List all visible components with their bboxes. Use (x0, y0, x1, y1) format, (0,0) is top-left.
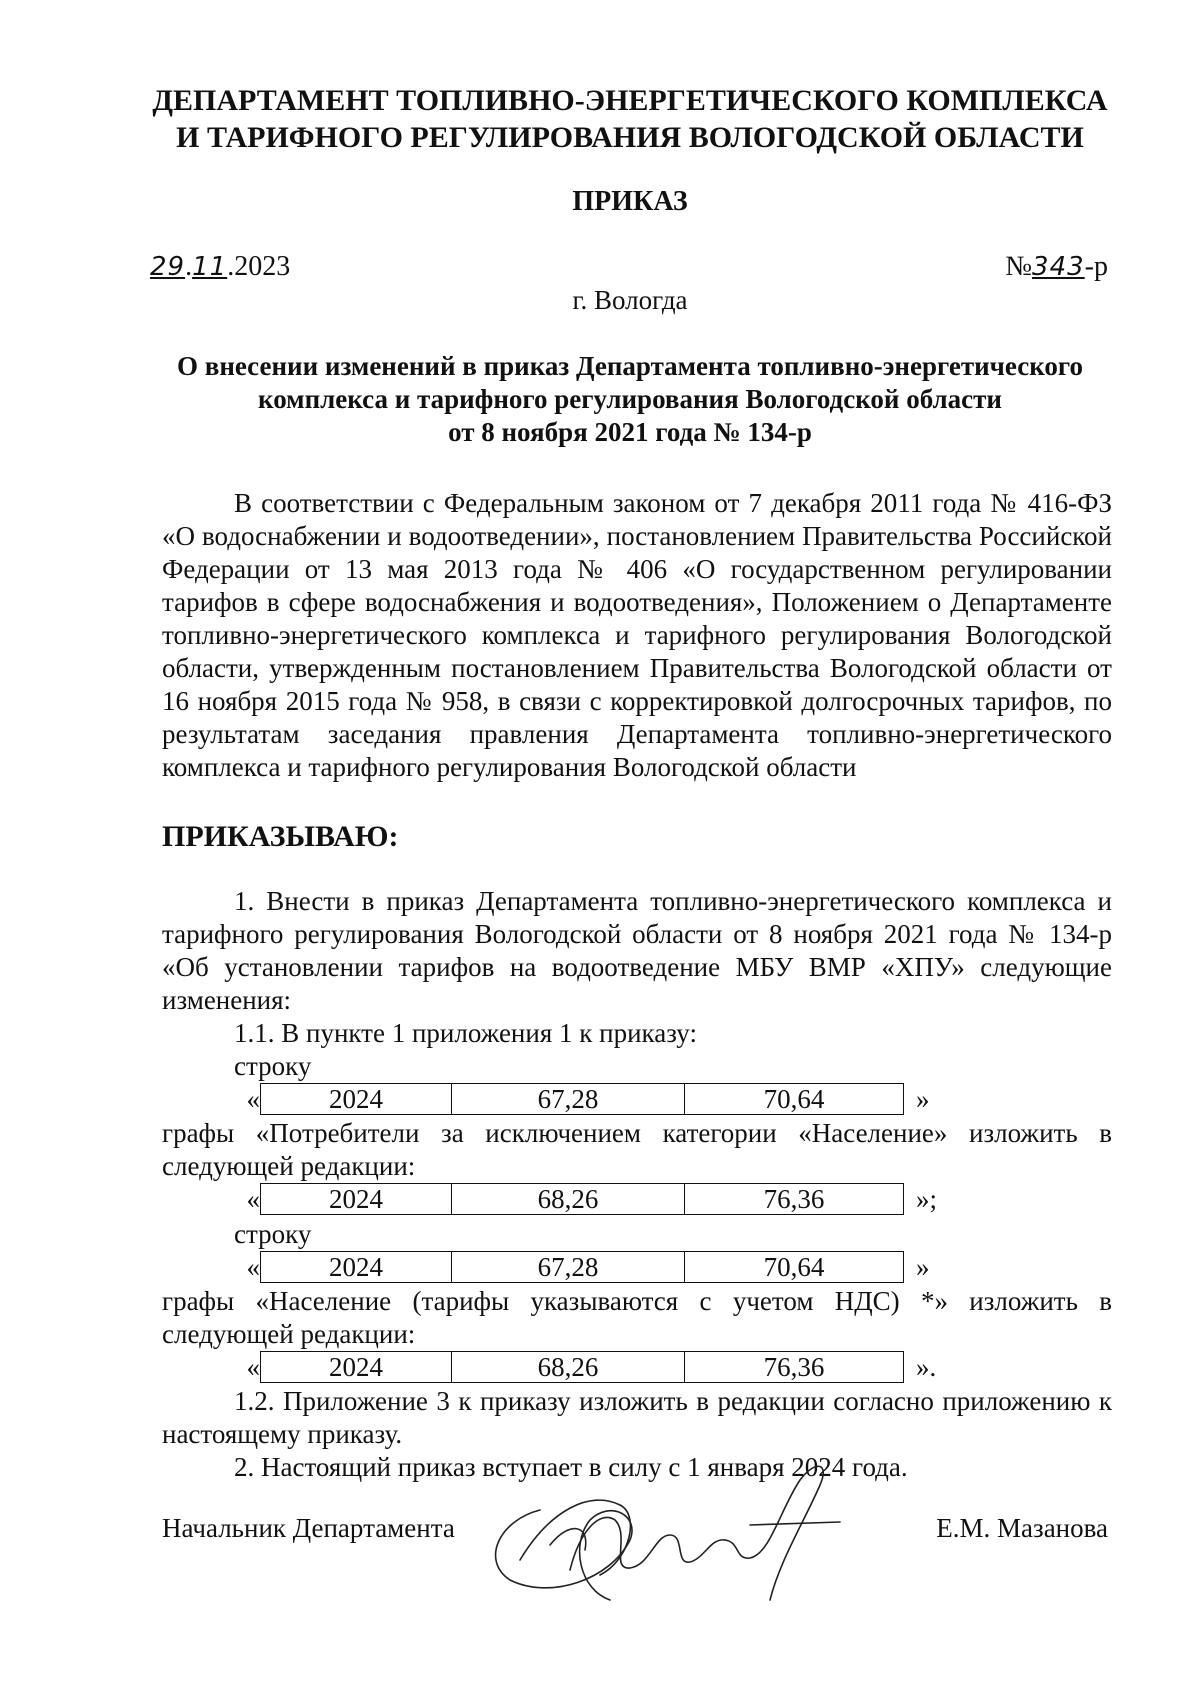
table-row (246, 1351, 936, 1383)
document-type: ПРИКАЗ (572, 186, 688, 217)
order-subject (150, 350, 1110, 449)
graph-1-text: графы «Потребители за исключением категории «Население» изложить в следующей редакции: (162, 1118, 1112, 1181)
row-label-1: строку (234, 1051, 312, 1081)
close-quote: » (916, 1083, 930, 1114)
item-1: 1. Внести в приказ Департамента топливно-энергетического комплекса и тарифного регулирования Вологодской области от 8 ноября 2021 года № 134-р «Об установлении тарифов на водоотведение МБУ ВМР «ХПУ» следующие изменения: (162, 886, 1112, 1015)
date-separator: . (185, 251, 193, 282)
open-quote: « (246, 1083, 260, 1114)
signature-scribble-icon (480, 1450, 880, 1610)
cell-year: 2024 (261, 1084, 452, 1114)
subject-line-1: О внесении изменений в приказ Департамента топливно-энергетического (176, 351, 1083, 381)
cell-value-2: 70,64 (763, 1084, 825, 1114)
open-quote: « (246, 1183, 260, 1214)
close-quote: »; (916, 1183, 938, 1214)
number-suffix: -р (1084, 251, 1108, 282)
cell-year: 2024 (261, 1184, 452, 1214)
cell-value-2: 76,36 (763, 1352, 825, 1382)
order-number (1005, 250, 1108, 284)
order-date (150, 250, 290, 284)
cell-value-1: 68,26 (452, 1184, 685, 1214)
subject-line-2: комплекса и тарифного регулирования Вологодской области (258, 384, 1002, 414)
org-line-2: И ТАРИФНОГО РЕГУЛИРОВАНИЯ ВОЛОГОДСКОЙ ОБЛАСТИ (176, 121, 1084, 154)
close-quote: » (916, 1251, 930, 1282)
tariff-cells (260, 1183, 904, 1215)
cell-value-1: 68,26 (452, 1352, 685, 1382)
row-label-2: строку (234, 1219, 312, 1249)
item-1-2: 1.2. Приложение 3 к приказу изложить в редакции согласно приложению к настоящему приказу. (162, 1386, 1112, 1449)
open-quote: « (246, 1251, 260, 1282)
cell-value-1: 67,28 (452, 1084, 685, 1114)
preamble: В соответствии с Федеральным законом от 7 декабря 2011 года № 416-ФЗ «О водоснабжении и водоотведении», постановлением Правительства Российской Федерации от 13 мая 2013 года № 406 «О государственном регулировании тарифов в сфере водоснабжения и водоотведения», Положением о Департаменте топливно-энергетического комплекса и тарифного регулирования Вологодской области, утвержденным постановлением Правительства Вологодской области от 16 ноября 2015 года № 958, в связи с корректировкой долгосрочных тарифов, по результатам заседания правления Департамента топливно-энергетического комплекса и тарифного регулирования Вологодской области (162, 488, 1112, 782)
table-row (246, 1083, 930, 1115)
item-1-1: 1.1. В пункте 1 приложения 1 к приказу: (234, 1018, 697, 1048)
cell-value-1: 67,28 (452, 1252, 685, 1282)
close-quote: ». (916, 1351, 937, 1382)
table-row (246, 1183, 937, 1215)
signatory-position: Начальник Департамента (162, 1513, 455, 1543)
handwritten-signature (480, 1450, 880, 1618)
number-value: 343 (1032, 252, 1085, 282)
cell-year: 2024 (261, 1252, 452, 1282)
cell-year: 2024 (261, 1352, 452, 1382)
date-year: .2023 (227, 251, 291, 282)
signatory-name: Е.М. Мазанова (936, 1513, 1108, 1543)
tariff-cells (260, 1251, 904, 1283)
number-prefix: № (1005, 251, 1033, 282)
date-day: 29 (150, 252, 186, 282)
table-row (246, 1251, 930, 1283)
tariff-cells (260, 1083, 904, 1115)
subject-line-3: от 8 ноября 2021 года № 134-р (448, 417, 812, 447)
organization-name (150, 82, 1110, 156)
item-2: 2. Настоящий приказ вступает в силу с 1 января 2024 года. (234, 1452, 908, 1482)
open-quote: « (246, 1351, 260, 1382)
org-line-1: ДЕПАРТАМЕНТ ТОПЛИВНО-ЭНЕРГЕТИЧЕСКОГО КОМПЛЕКСА (152, 84, 1108, 117)
date-month: 11 (192, 252, 228, 282)
graph-2-text: графы «Население (тарифы указываются с учетом НДС) *» изложить в следующей редакции: (162, 1286, 1112, 1349)
decree-word: ПРИКАЗЫВАЮ: (162, 820, 399, 853)
cell-value-2: 70,64 (763, 1252, 825, 1282)
tariff-cells (260, 1351, 904, 1383)
city: г. Вологда (572, 285, 688, 315)
cell-value-2: 76,36 (763, 1184, 825, 1214)
